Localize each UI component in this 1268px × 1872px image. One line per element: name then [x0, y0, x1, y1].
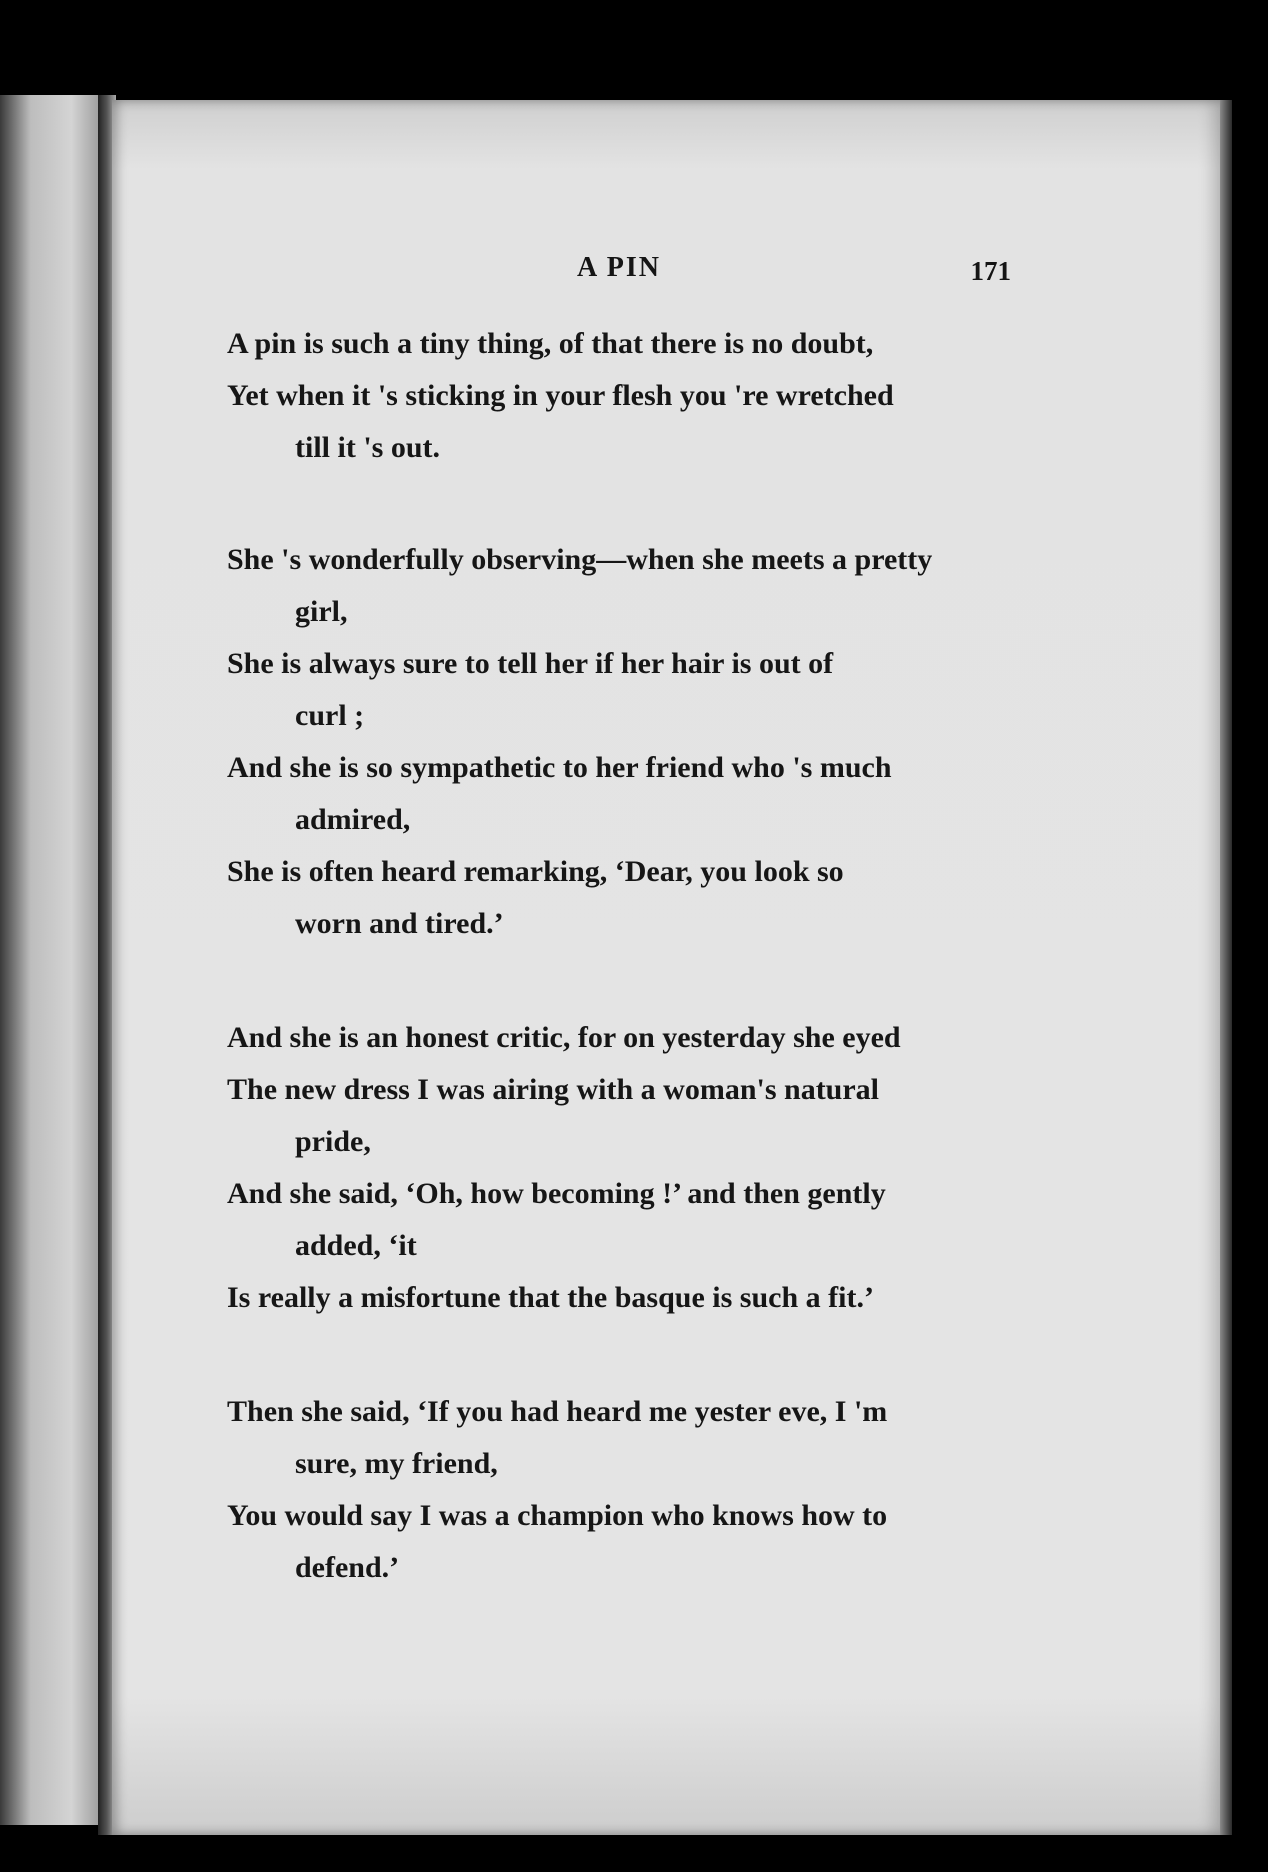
verse-line: The new dress I was airing with a woman's natural — [227, 1073, 880, 1106]
verse-line: Then she said, ‘If you had heard me yester eve, I 'm — [227, 1395, 888, 1428]
verse-line-continuation: curl ; — [295, 699, 365, 732]
page-edge-shadow — [1220, 100, 1232, 1835]
verse-line-continuation: sure, my friend, — [295, 1447, 498, 1480]
stanza — [227, 534, 1011, 950]
verse-line: You would say I was a champion who knows how to — [227, 1499, 888, 1532]
stanza — [227, 1012, 1011, 1324]
verse-line: And she is an honest critic, for on yesterday she eyed — [227, 1021, 901, 1054]
poem-body — [227, 318, 1011, 1656]
verse-line-continuation: girl, — [295, 595, 348, 628]
verse-line: Yet when it 's sticking in your flesh you 're wretched — [227, 379, 894, 412]
verse-line-continuation: till it 's out. — [295, 431, 441, 464]
verse-line-continuation: worn and tired.’ — [295, 907, 504, 940]
verse-line: She is often heard remarking, ‘Dear, you look so — [227, 855, 844, 888]
verse-line: She is always sure to tell her if her hair is out of — [227, 647, 834, 680]
verse-line: She 's wonderfully observing—when she meets a pretty — [227, 543, 933, 576]
stanza — [227, 1386, 1011, 1594]
running-title: A PIN — [577, 252, 661, 283]
verse-line-continuation: added, ‘it — [295, 1229, 417, 1262]
running-head — [227, 252, 1011, 292]
verse-line-continuation: defend.’ — [295, 1551, 400, 1584]
verse-line-continuation: admired, — [295, 803, 411, 836]
verse-line: And she said, ‘Oh, how becoming !’ and then gently — [227, 1177, 886, 1210]
verse-line-continuation: pride, — [295, 1125, 371, 1158]
verse-line: Is really a misfortune that the basque is such a fit.’ — [227, 1281, 874, 1314]
facing-page-edge — [0, 95, 102, 1825]
stanza — [227, 318, 1011, 474]
verse-line: And she is so sympathetic to her friend who 's much — [227, 751, 892, 784]
page-number: 171 — [970, 256, 1011, 286]
verse-line: A pin is such a tiny thing, of that there is no doubt, — [227, 327, 874, 360]
